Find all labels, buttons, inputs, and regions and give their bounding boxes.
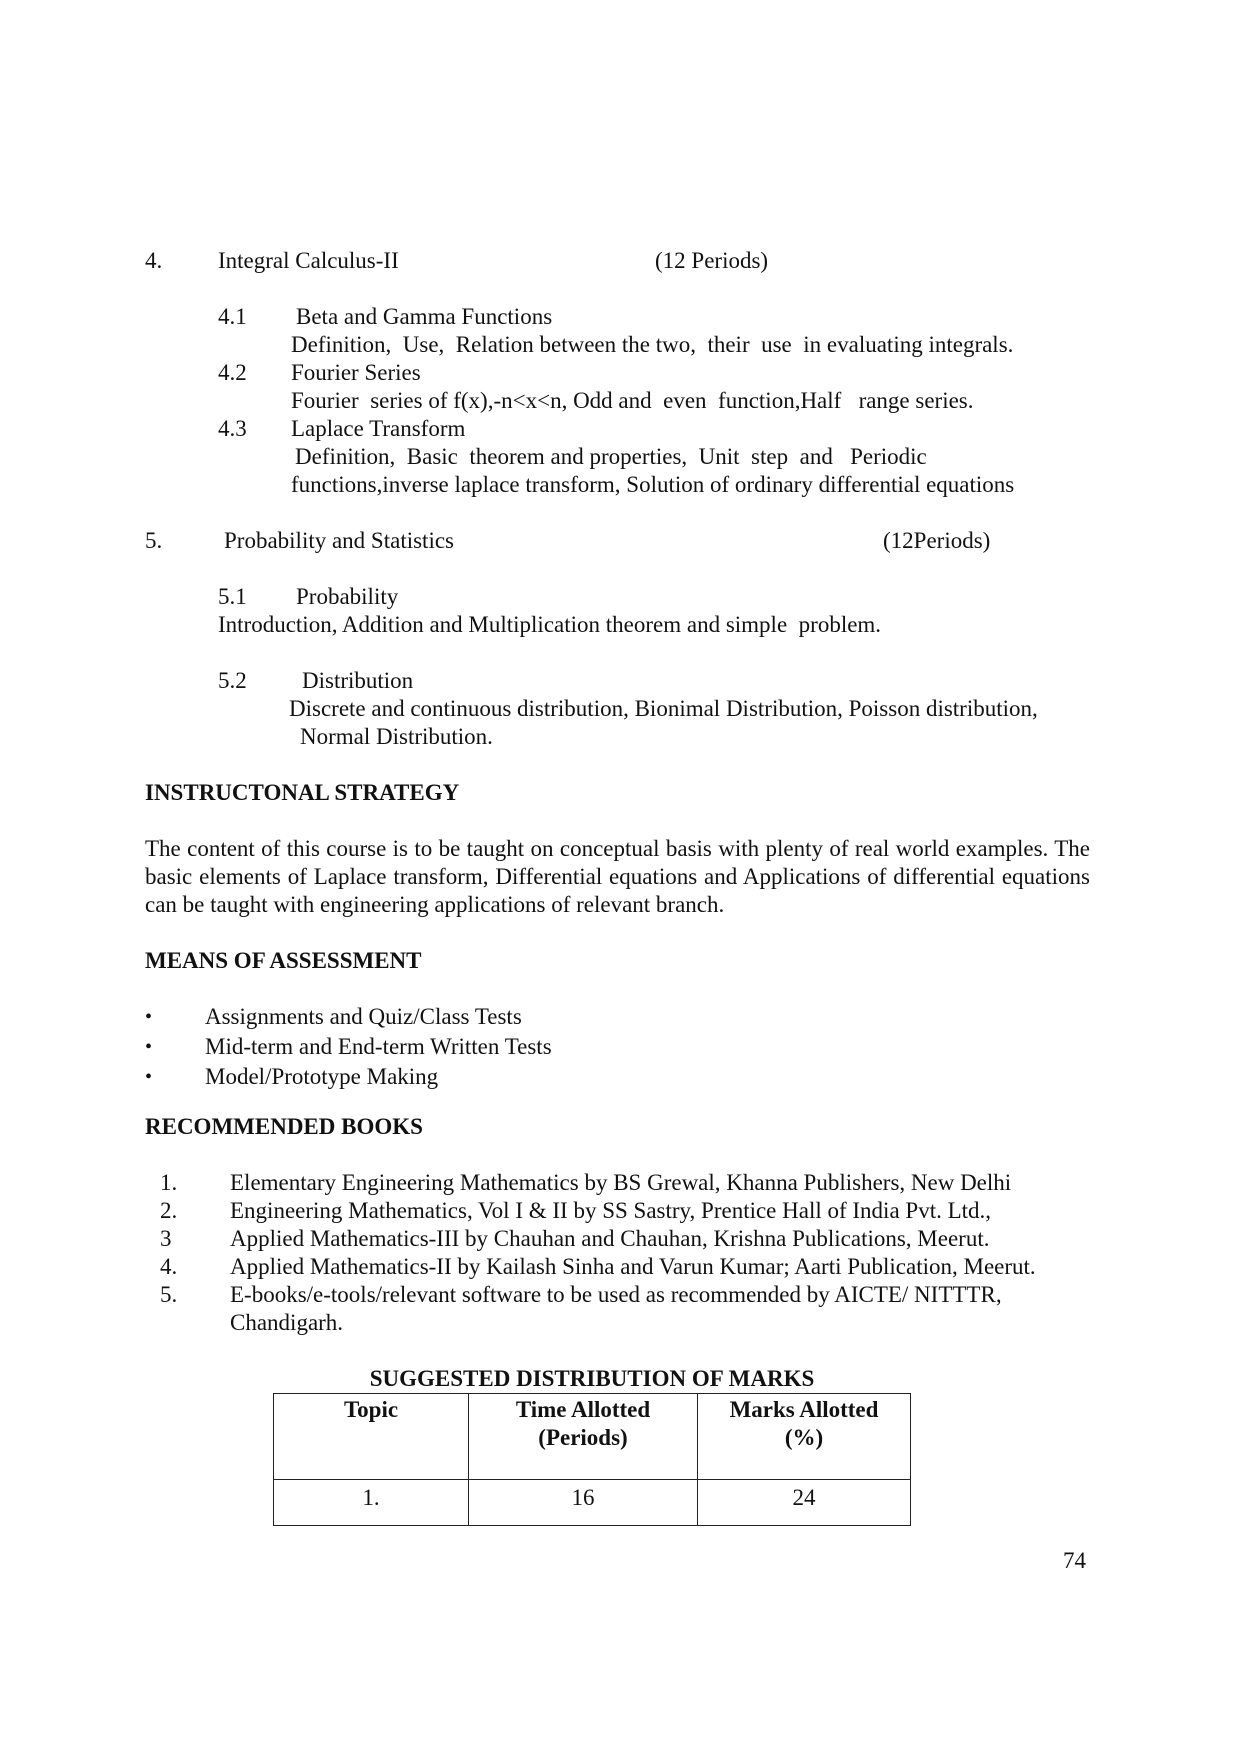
book-number: 2.	[160, 1198, 178, 1223]
topic-5-2-description-line-2: Normal Distribution.	[300, 724, 493, 749]
cell-topic: 1.	[274, 1480, 469, 1526]
topic-5-1-description: Introduction, Addition and Multiplication theorem and simple problem.	[218, 612, 882, 637]
topic-4-3-description-line-2: functions,inverse laplace transform, Solution of ordinary differential equations	[291, 472, 1015, 497]
unit-4-number: 4.	[145, 248, 163, 273]
header-label: Time Allotted	[515, 1397, 651, 1422]
strategy-heading: INSTRUCTONAL STRATEGY	[145, 780, 460, 805]
page-number: 74	[1063, 1548, 1086, 1573]
unit-5-title: Probability and Statistics	[224, 528, 454, 553]
table-row	[274, 1480, 911, 1526]
book-entry: Engineering Mathematics, Vol I & II by SS Sastry, Prentice Hall of India Pvt. Ltd.,	[230, 1198, 992, 1223]
book-entry: Applied Mathematics-III by Chauhan and Chauhan, Krishna Publications, Meerut.	[230, 1226, 990, 1251]
topic-5-1-number: 5.1	[218, 584, 247, 609]
strategy-paragraph: The content of this course is to be taught on conceptual basis with plenty of real world examples. The basic elements of Laplace transform, Differential equations and Applications of differential equations can be taught with engineering applications of relevant branch.	[145, 836, 1090, 917]
marks-table	[273, 1393, 911, 1526]
unit-5-periods: (12Periods)	[883, 528, 991, 553]
book-number: 3	[160, 1226, 172, 1251]
header-marks-allotted	[698, 1394, 911, 1480]
table-header-row	[274, 1394, 911, 1480]
header-label: Topic	[343, 1397, 399, 1422]
topic-4-2-title: Fourier Series	[291, 360, 421, 385]
topic-4-1-description: Definition, Use, Relation between the two, their use in evaluating integrals.	[291, 332, 1014, 357]
header-label: Marks Allotted	[729, 1397, 879, 1422]
topic-4-1-number: 4.1	[218, 304, 247, 329]
header-topic	[274, 1394, 469, 1480]
assessment-list	[145, 1002, 552, 1092]
book-number: 1.	[160, 1170, 178, 1195]
header-sublabel: (%)	[784, 1425, 824, 1450]
topic-5-2-description-line-1: Discrete and continuous distribution, Bionimal Distribution, Poisson distribution,	[289, 696, 1038, 721]
books-heading: RECOMMENDED BOOKS	[145, 1114, 423, 1139]
topic-5-2-title: Distribution	[302, 668, 414, 693]
unit-4-title: Integral Calculus-II	[218, 248, 399, 273]
assessment-item: • Model/Prototype Making	[145, 1062, 552, 1092]
header-sublabel: (Periods)	[538, 1425, 628, 1450]
assessment-item: • Mid-term and End-term Written Tests	[145, 1032, 552, 1062]
topic-4-2-description: Fourier series of f(x),-n<x<n, Odd and even function,Half range series.	[291, 388, 974, 413]
cell-time: 16	[469, 1480, 698, 1526]
topic-4-1-title: Beta and Gamma Functions	[296, 304, 553, 329]
book-number: 4.	[160, 1254, 178, 1279]
book-entry: E-books/e-tools/relevant software to be used as recommended by AICTE/ NITTTR,	[230, 1282, 1002, 1307]
unit-5-number: 5.	[145, 528, 163, 553]
topic-4-3-description-line-1: Definition, Basic theorem and properties, Unit step and Periodic	[295, 444, 927, 469]
unit-4-periods: (12 Periods)	[655, 248, 769, 273]
book-entry: Elementary Engineering Mathematics by BS Grewal, Khanna Publishers, New Delhi	[230, 1170, 1012, 1195]
assessment-item: • Assignments and Quiz/Class Tests	[145, 1002, 552, 1032]
topic-4-3-title: Laplace Transform	[291, 416, 466, 441]
topic-5-2-number: 5.2	[218, 668, 247, 693]
assessment-heading: MEANS OF ASSESSMENT	[145, 948, 422, 973]
book-entry-continuation: Chandigarh.	[230, 1310, 344, 1335]
book-entry: Applied Mathematics-II by Kailash Sinha and Varun Kumar; Aarti Publication, Meerut.	[230, 1254, 1036, 1279]
book-number: 5.	[160, 1282, 178, 1307]
topic-4-3-number: 4.3	[218, 416, 247, 441]
cell-marks: 24	[698, 1480, 911, 1526]
topic-5-1-title: Probability	[296, 584, 399, 609]
header-time-allotted	[469, 1394, 698, 1480]
topic-4-2-number: 4.2	[218, 360, 247, 385]
marks-table-heading: SUGGESTED DISTRIBUTION OF MARKS	[369, 1366, 815, 1391]
